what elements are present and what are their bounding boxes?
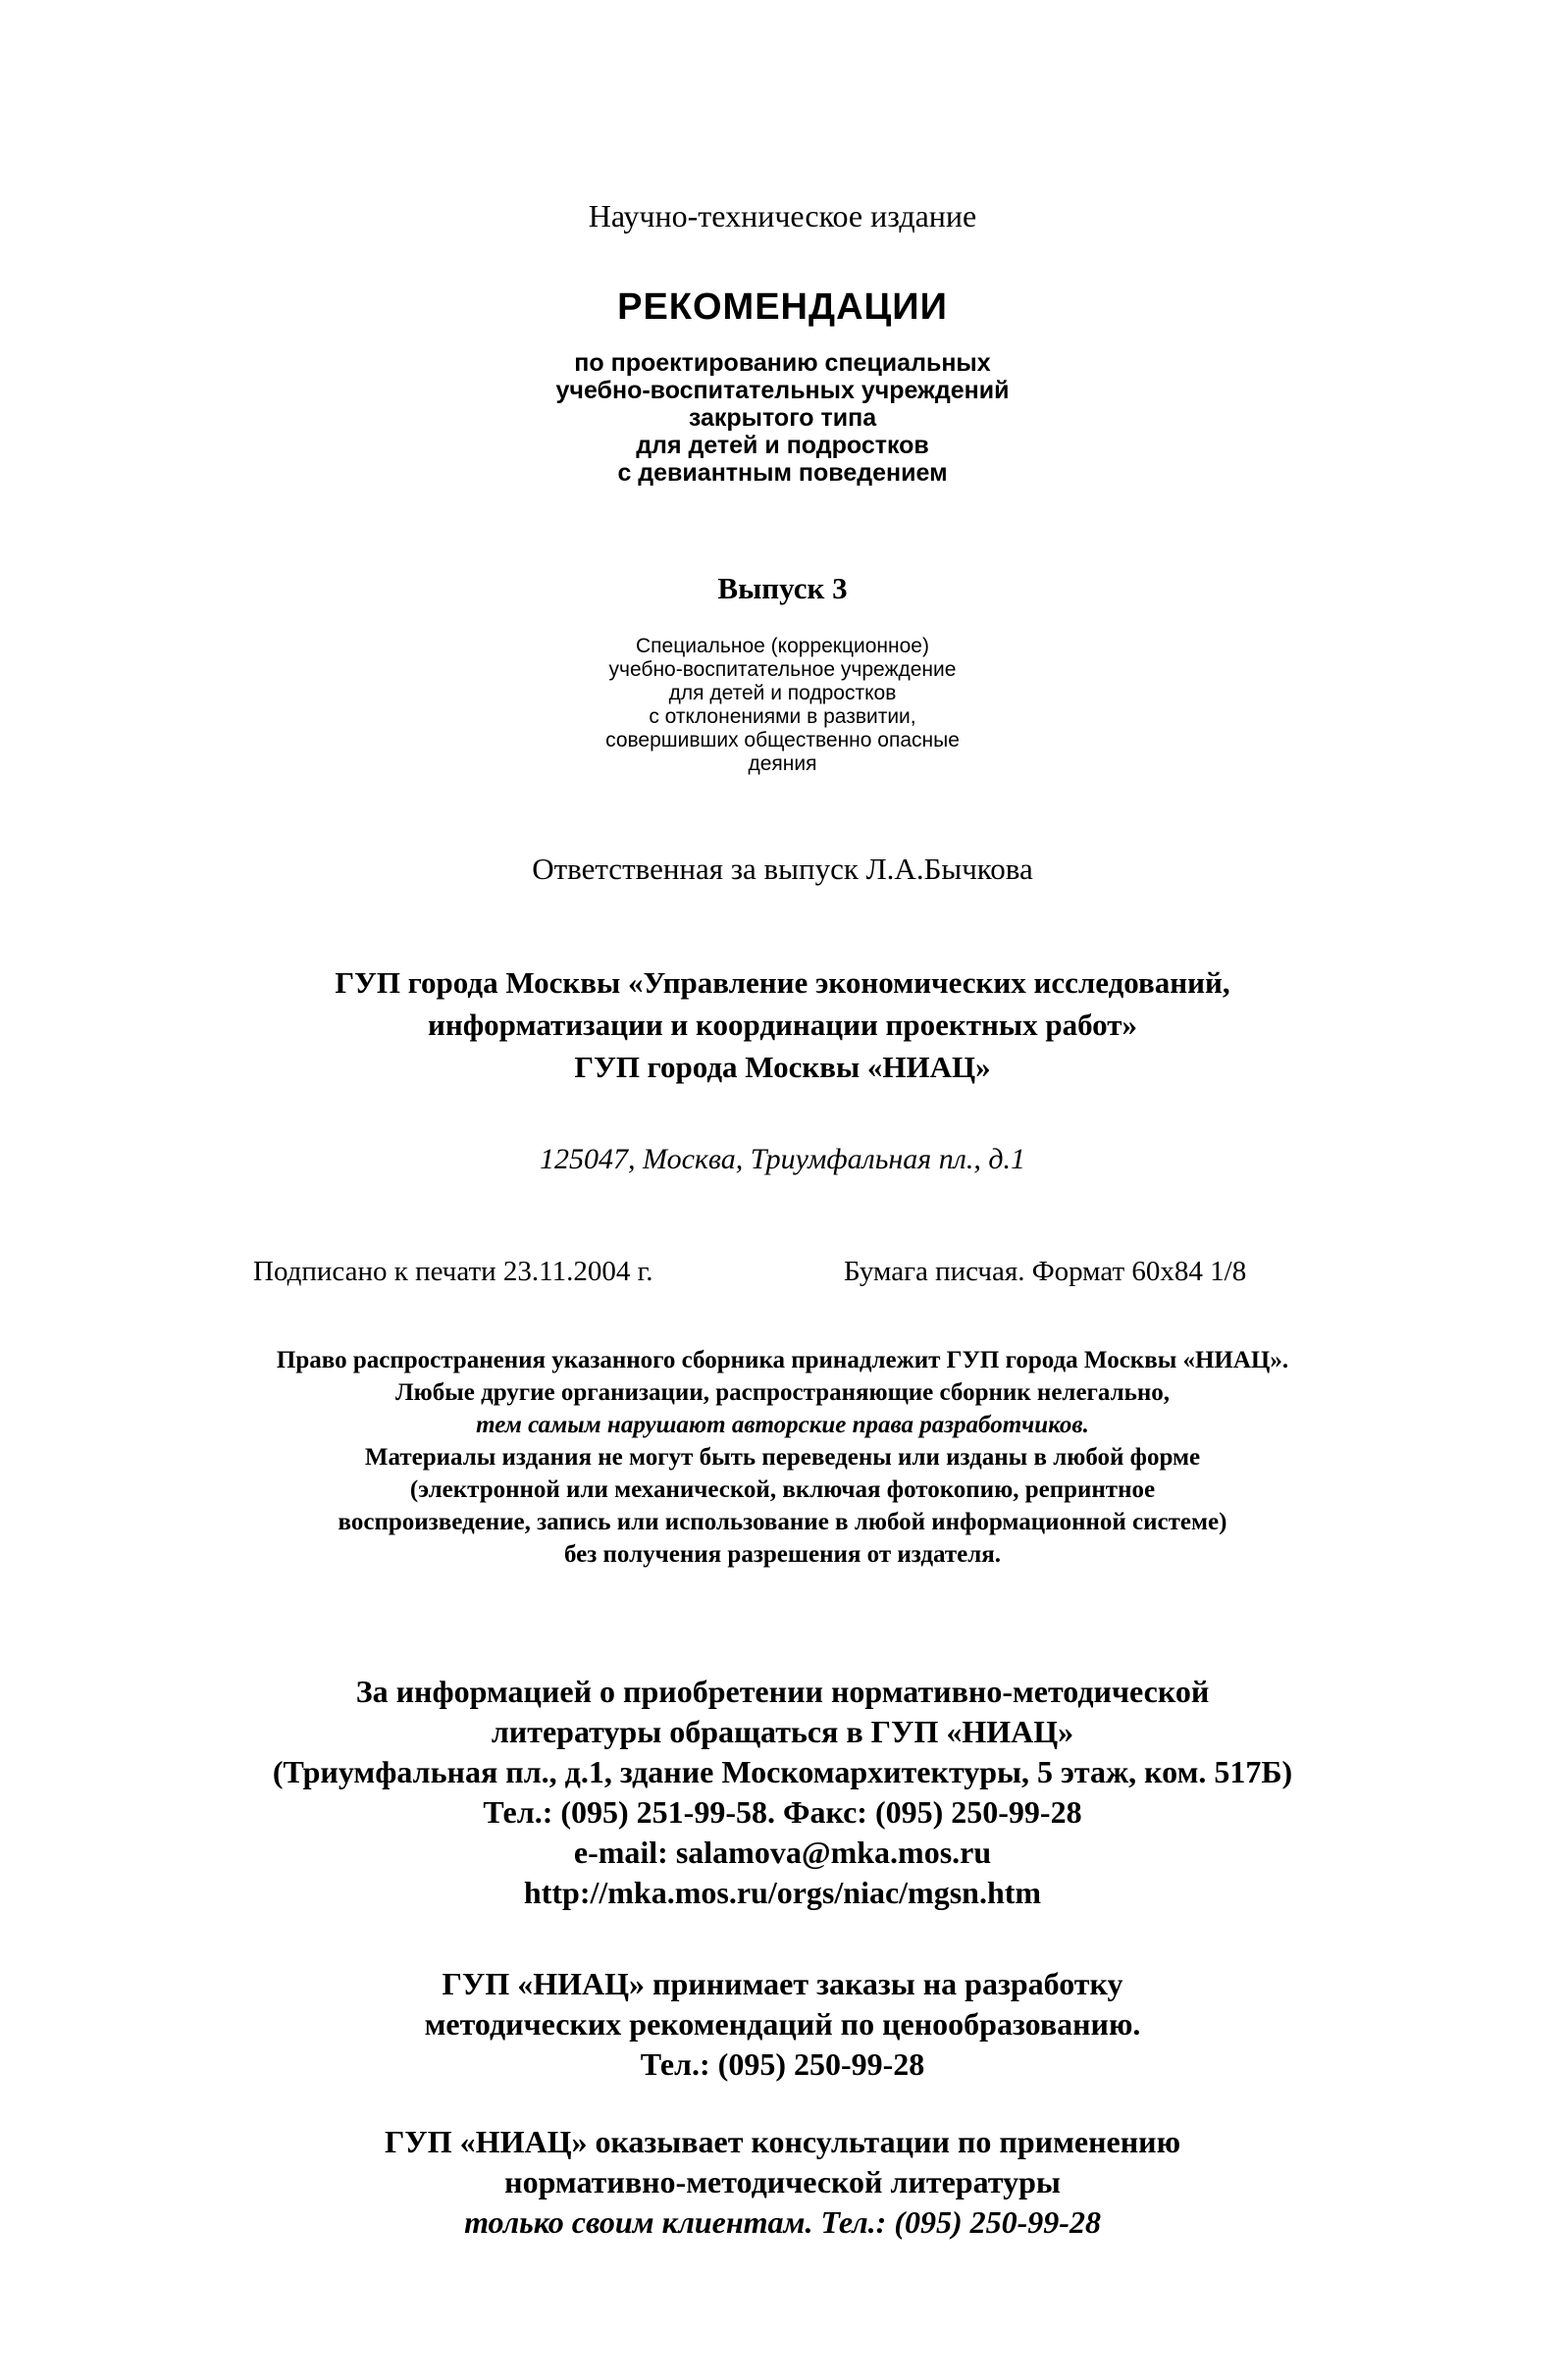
contact-phone-fax: Тел.: (095) 251-99-58. Факс: (095) 250-99-28 (483, 1794, 1082, 1830)
consultation-line: нормативно-методической литературы (504, 2164, 1061, 2199)
responsible-editor: Ответственная за выпуск Л.А.Бычкова (532, 852, 1033, 886)
document-subtitle (0, 349, 1565, 487)
subtitle-line: закрытого типа (688, 404, 877, 432)
copyright-line: (электронной или механической, включая фотокопию, репринтное (409, 1476, 1156, 1503)
orders-block (0, 1964, 1565, 2085)
consultation-block (0, 2122, 1565, 2243)
edition-type: Научно-техническое издание (588, 198, 977, 233)
ordering-info-line: литературы обращаться в ГУП «НИАЦ» (491, 1714, 1074, 1749)
issue-description-line: совершивших общественно опасные (605, 729, 960, 751)
publisher-address: 125047, Москва, Триумфальная пл., д.1 (540, 1143, 1025, 1175)
publisher-line: ГУП города Москвы «Управление экономических исследований, (335, 965, 1230, 1000)
copyright-notice (0, 1344, 1565, 1571)
issue-description-line: Специальное (коррекционное) (636, 635, 929, 657)
publisher-line: ГУП города Москвы «НИАЦ» (574, 1050, 991, 1084)
document-title: РЕКОМЕНДАЦИИ (617, 286, 948, 328)
subtitle-line: для детей и подростков (636, 432, 929, 459)
ordering-info-line: За информацией о приобретении нормативно-методической (355, 1674, 1210, 1709)
consultation-phone: только своим клиентам. Тел.: (095) 250-99-28 (464, 2204, 1101, 2240)
copyright-line: воспроизведение, запись или использование в любой информационной системе) (338, 1509, 1227, 1535)
issue-description-line: для детей и подростков (668, 682, 897, 704)
copyright-line: Право распространения указанного сборника принадлежит ГУП города Москвы «НИАЦ». (276, 1347, 1289, 1373)
signed-for-print: Подписано к печати 23.11.2004 г. (253, 1256, 653, 1287)
copyright-line: тем самым нарушают авторские права разработчиков. (476, 1412, 1089, 1438)
ordering-info-block (0, 1672, 1565, 1913)
subtitle-line: по проектированию специальных (574, 349, 991, 377)
copyright-line: без получения разрешения от издателя. (563, 1541, 1002, 1568)
contact-website: http://mka.mos.ru/orgs/niac/mgsn.htm (523, 1875, 1042, 1910)
issue-label: Выпуск 3 (717, 571, 848, 605)
publisher-line: информатизации и координации проектных работ» (428, 1008, 1137, 1042)
subtitle-line: с девиантным поведением (617, 459, 948, 487)
issue-description (0, 635, 1565, 776)
issue-description-line: учебно-воспитательное учреждение (608, 658, 957, 681)
paper-format: Бумага писчая. Формат 60x84 1/8 (844, 1256, 1247, 1287)
orders-line: ГУП «НИАЦ» принимает заказы на разработку (442, 1966, 1123, 2001)
issue-description-line: деяния (748, 752, 817, 775)
publisher-block (0, 961, 1565, 1088)
consultation-line: ГУП «НИАЦ» оказывает консультации по применению (384, 2124, 1181, 2159)
issue-description-line: с отклонениями в развитии, (649, 705, 916, 728)
ordering-info-line: (Триумфальная пл., д.1, здание Москомархитектуры, 5 этаж, ком. 517Б) (272, 1754, 1293, 1789)
orders-phone: Тел.: (095) 250-99-28 (640, 2046, 925, 2082)
copyright-line: Материалы издания не могут быть переведены или изданы в любой форме (364, 1444, 1201, 1471)
subtitle-line: учебно-воспитательных учреждений (555, 377, 1010, 404)
copyright-line: Любые другие организации, распространяющие сборник нелегально, (394, 1379, 1171, 1406)
contact-email: e-mail: salamova@mka.mos.ru (573, 1835, 992, 1870)
orders-line: методических рекомендаций по ценообразованию. (424, 2006, 1141, 2042)
